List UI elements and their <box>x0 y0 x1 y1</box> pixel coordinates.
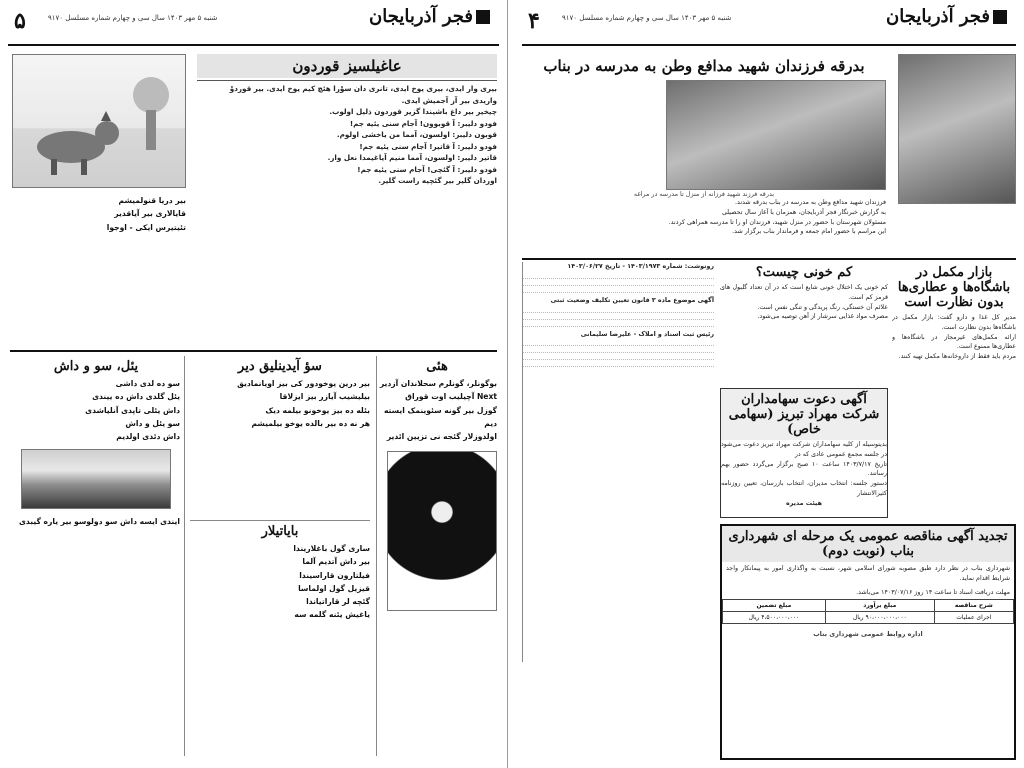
poem-line: یئل گلدی داش ده ییندی <box>92 392 180 402</box>
story-line: چیخیر بیر داغ باشیندا گزیر قوردون ذلیل اولوب. <box>329 107 497 117</box>
article-line: ارائه مکمل‌های غیرمجاز در باشگاه‌ها و عطاری‌ها ممنوع است. <box>892 333 1016 351</box>
poem-line: بوگونلر، گونلرم سحلاندان آزدیر <box>379 379 497 388</box>
left-newspaper-page <box>0 0 508 768</box>
story-line: واریدی بیر آز آجمیش ایدی. <box>401 95 497 105</box>
article-line: به گزارش خبرنگار فجر آذربایجان، همزمان با آغاز سال تحصیلی <box>721 208 886 216</box>
tender-advertisement <box>720 524 1016 760</box>
poem-line: قایالاری بیر آیاقدیر <box>114 209 186 219</box>
logo-text: فجر آذربایجان <box>886 6 990 27</box>
poem-line: یاغیش یئنه گلمه سه <box>294 610 370 620</box>
sea-wave-photo <box>21 449 171 509</box>
story-article <box>197 54 497 344</box>
article-line: دستور جلسه: انتخاب مدیران، انتخاب بازرسان، تعیین روزنامه کثیرالانتشار <box>721 480 887 497</box>
table-row <box>723 612 1014 624</box>
dateline: شنبه ۵ مهر ۱۴۰۳ سال سی و چهارم شماره مسلسل ۹۱۷۰ <box>562 14 732 22</box>
story-line: فودو دلیبر: آ قاتیر! آجام سنی یئیه جم! <box>359 141 497 151</box>
poem-line: گوزل بیر گونه سئوینمک ایسته دیم <box>383 405 497 428</box>
right-newspaper-page <box>514 0 1024 768</box>
yel-title: یئل، سو و داش <box>53 359 139 374</box>
table-cell: ۹۰،۰۰۰،۰۰۰،۰۰۰ ریال <box>825 612 934 624</box>
right-page-header <box>522 6 1016 46</box>
poem-line: بیر دریا قنولمیشم <box>118 196 186 205</box>
market-title: بازار مکمل در باشگاه‌ها و عطاری‌ها بدون نظارت است <box>897 265 1011 310</box>
poem-line: داش دئدی اولدیم <box>116 432 180 442</box>
dateline: شنبه ۵ مهر ۱۴۰۳ سال سی و چهارم شماره مسلسل ۹۱۷۰ <box>48 14 218 22</box>
logo-square-icon <box>993 10 1007 24</box>
story-line: قوبون دلیبر: اولسون، آمما من یاخشی اولوم. <box>336 130 497 140</box>
article-line: کم خونی یک اختلال خونی شایع است که در آن تعداد گلبول های قرمز کم است. <box>720 284 888 301</box>
poem-line: تئیتیرس ایکی - اوجوا <box>106 222 186 232</box>
article-line: مهلت دریافت اسناد تا ساعت ۱۴ روز ۱۴۰۳/۰۷/۱۶ می‌باشد. <box>856 588 1010 596</box>
poem-line: بیر درین یوخودور کی بیز اویانمادیق <box>237 379 370 388</box>
invitation-title: آگهی دعوت سهامداران شرکت مهراد تبریز (سهامی خاص) <box>721 389 887 440</box>
shareholders-invitation <box>720 388 888 518</box>
lead-article <box>522 54 886 254</box>
school-ceremony-photo <box>666 80 886 190</box>
article-line: مدیر کل غذا و دارو گفت: بازار مکمل در باشگاه‌ها بدون نظارت است. <box>892 314 1016 331</box>
article-line: بدینوسیله از کلیه سهامداران شرکت مهراد تبریز دعوت می‌شود در جلسه مجمع عمومی عادی که در <box>721 441 887 458</box>
poem-line: ایندی ایسه داش سو دولوسو بیر یاره گیبدی <box>18 517 180 527</box>
tender-title: تجدید آگهی مناقصه عمومی یک مرحله ای شهرداری بناب (نوبت دوم) <box>722 526 1014 562</box>
story-line: قاتیر دلیبر: اولسون، آمما منیم آیاغیمدا نعل وار. <box>327 153 497 163</box>
table-header: مبلغ تضمین <box>723 600 826 612</box>
lead-subtitle: بدرقه فرزند شهید فرزانه از منزل تا مدرسه در مراغه <box>633 190 775 198</box>
hoc-column <box>377 356 497 756</box>
lead-title: بدرقه فرزندان شهید مدافع وطن به مدرسه در بناب <box>543 57 865 75</box>
yel-column <box>12 356 180 756</box>
soz-title: سؤ آیدینلیق دیر <box>238 359 322 374</box>
poem-line: بیر داش آتدیم آلما <box>302 557 370 567</box>
poem-line: هر نه ده بیر بالده یوخو بیلمیشم <box>251 418 370 428</box>
table-header: شرح مناقصه <box>934 600 1013 612</box>
hoc-title: هئی <box>426 359 448 374</box>
poem-line: بیلیشیب آیازر بیز ایزلاقا <box>279 392 370 402</box>
group-photo <box>898 54 1016 204</box>
article-line: مسئولان شهرستان با حضور در منزل شهید، فرزندان او را تا مدرسه همراهی کردند. <box>668 218 886 226</box>
grim-reaper-photo <box>387 451 497 611</box>
notice-label: رونوشت: شماره ۱۴۰۳/۱۹۷۳ - تاریخ ۱۴۰۳/۰۶/۲۷ <box>567 263 714 270</box>
article-line: فرزندان شهید مدافع وطن به مدرسه در بناب بدرقه شدند. <box>735 199 886 206</box>
anemia-article <box>720 262 888 382</box>
poem-left-column <box>12 194 186 344</box>
market-article <box>892 262 1016 462</box>
side-photo-article <box>896 54 1016 254</box>
newspaper-logo <box>886 6 1010 27</box>
article-line: علائم آن خستگی، رنگ پریدگی و تنگی نفس است. <box>757 303 888 311</box>
notice-label: رئیس ثبت اسناد و املاک - علیرضا سلیمانی <box>580 330 714 338</box>
poem-line: داش یئلی تاپدی آنلیاشدی <box>85 405 180 415</box>
poem-line: بئله ده بیز یوخونو بیلمه دیک <box>265 405 370 415</box>
soz-column <box>190 356 370 516</box>
poem-line: گئچه لر قاراتیاندا <box>306 597 370 607</box>
page-number: ۴ <box>528 8 540 34</box>
article-line: مردم باید فقط از داروخانه‌ها مکمل تهیه کنند. <box>898 353 1016 360</box>
article-line: مصرف مواد غذایی سرشار از آهن توصیه می‌شود. <box>757 313 888 321</box>
poem-line: سو ده لدی داشی <box>115 379 180 388</box>
table-cell: ۴،۵۰۰،۰۰۰،۰۰۰ ریال <box>723 612 826 624</box>
article-line: شهرداری بناب در نظر دارد طبق مصوبه شورای اسلامی شهر، نسبت به واگذاری امور به پیمانکار واجد شرایط اقدام نماید. <box>726 565 1010 582</box>
tender-table <box>722 599 1014 624</box>
cartoon-drawing <box>12 55 185 188</box>
anemia-title: کم خونی چیست؟ <box>755 265 853 280</box>
story-line: اوردان گلیر بیر گئچیه راست گلیر. <box>378 176 497 186</box>
poem-line: اولدوزلار گئجه نی تزیین ائدیر <box>386 432 497 442</box>
poem-line: سو یئل و داش <box>125 418 180 428</box>
table-cell: اجرای عملیات <box>934 612 1013 624</box>
story-title: عاغیلسیز قوردون <box>197 54 497 78</box>
poem-line: فیلتارون قاراسیندا <box>299 570 370 580</box>
story-line: فودو دلیبر: آ گئچی! آجام سنی یئیه جم! <box>357 164 497 174</box>
newspaper-logo <box>369 6 493 27</box>
article-line: تاریخ ۱۴۰۳/۷/۱۷ ساعت ۱۰ صبح برگزار می‌گردد حضور بهم رسانند. <box>721 460 887 478</box>
story-line: بیری وار ایدی، بیری یوخ ایدی، تانری دان سوْرا هئچ کیم یوخ ایدی. بیر قوردوْ <box>229 84 497 93</box>
poem-line: ساری گول باغلاریندا <box>293 544 370 553</box>
wolf-cartoon-illustration <box>12 54 186 188</box>
logo-square-icon <box>476 10 490 24</box>
table-header: مبلغ برآورد <box>825 600 934 612</box>
page-number: ۵ <box>14 8 26 34</box>
poem-line: Next آچیلیب اوت قوراق <box>405 392 497 402</box>
signature-line: هیئت مدیره <box>786 499 822 507</box>
story-line: فودو دلیبر: آ قوبوون! آجام سنی یئیه جم! <box>349 118 497 128</box>
legal-notices-column <box>522 262 714 662</box>
article-line: این مراسم با حضور امام جمعه و فرماندار بناب برگزار شد. <box>732 228 886 236</box>
bayat-title: بایاتیلار <box>261 524 299 539</box>
left-page-header <box>8 6 499 46</box>
logo-text: فجر آذربایجان <box>369 6 473 27</box>
bayat-column <box>190 520 370 756</box>
notice-label: آگهی موضوع ماده ۳ قانون تعیین تکلیف وضعیت ثبتی <box>550 296 714 304</box>
poem-line: قیزیل گول اولماسا <box>298 583 370 593</box>
tender-footer: اداره روابط عمومی شهرداری بناب <box>813 630 923 639</box>
